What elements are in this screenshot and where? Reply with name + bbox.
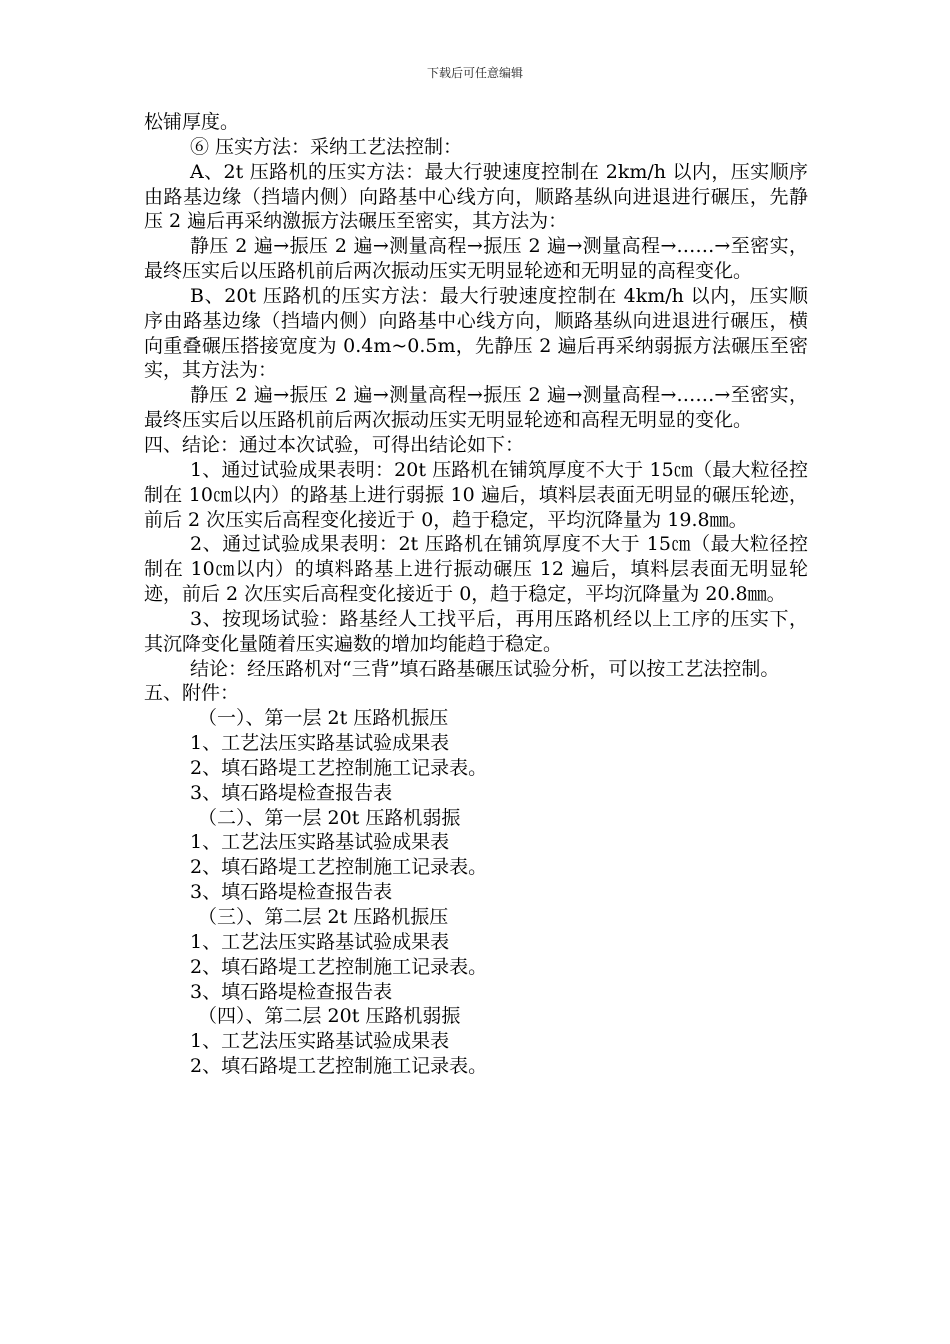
attachment-item: 1、工艺法压实路基试验成果表	[190, 732, 450, 755]
paragraph: 3、按现场试验：路基经人工找平后，再用压路机经以上工序的压实下，其沉降变化量随着压实遍数的增加均能趋于稳定。	[144, 607, 808, 655]
attachment-item: 2、填石路堤工艺控制施工记录表。	[190, 856, 488, 879]
paragraph: B、20t 压路机的压实方法：最大行驶速度控制在 4km/h 以内，压实顺序由路基边缘（挡墙内侧）向路基中心线方向，顺路基纵向进退进行碾压，横向重叠碾压搭接宽度为 0.4m~0.5m，先静压 2 遍后再采纳弱振方法碾压至密实，其方法为：	[144, 284, 808, 382]
attachment-item: 2、填石路堤工艺控制施工记录表。	[190, 756, 488, 779]
paragraph: A、2t 压路机的压实方法：最大行驶速度控制在 2km/h 以内，压实顺序由路基边缘（挡墙内侧）向路基中心线方向，顺路基纵向进退进行碾压，先静压 2 遍后再采纳激振方法碾压至密实，其方法为：	[144, 160, 808, 233]
paragraph: 松铺厚度。	[144, 111, 240, 133]
attachment-item: 3、填石路堤检查报告表	[190, 980, 393, 1003]
attachment-group-title: （二）、第一层 20t 压路机弱振	[198, 806, 461, 829]
attachment-group-title: （四）、第二层 20t 压路机弱振	[198, 1005, 461, 1028]
paragraph: 结论：经压路机对“三背”填石路基碾压试验分析，可以按工艺法控制。	[190, 657, 780, 680]
document-body	[144, 110, 808, 1079]
paragraph: 2、通过试验成果表明：2t 压路机在铺筑厚度不大于 15㎝（最大粒径控制在 10㎝以内）的填料路基上进行振动碾压 12 遍后，填料层表面无明显轮迹，前后 2 次压实后高程变化接近于 0，趋于稳定，平均沉降量为 20.8㎜。	[144, 533, 808, 606]
attachment-item: 1、工艺法压实路基试验成果表	[190, 831, 450, 854]
attachment-item: 3、填石路堤检查报告表	[190, 881, 393, 904]
page-header: 下载后可任意编辑	[426, 66, 523, 80]
section-heading: 四、结论：通过本次试验，可得出结论如下：	[144, 433, 525, 456]
attachment-item: 2、填石路堤工艺控制施工记录表。	[190, 1055, 488, 1078]
attachment-item: 2、填石路堤工艺控制施工记录表。	[190, 955, 488, 978]
paragraph: 静压 2 遍→振压 2 遍→测量高程→振压 2 遍→测量高程→……→至密实，最终压实后以压路机前后两次振动压实无明显轮迹和无明显的高程变化。	[144, 235, 808, 283]
attachment-group-title: （三）、第二层 2t 压路机振压	[198, 906, 449, 928]
section-heading: 五、附件：	[144, 682, 240, 705]
attachment-item: 1、工艺法压实路基试验成果表	[190, 930, 450, 953]
attachment-item: 3、填石路堤检查报告表	[190, 781, 393, 804]
paragraph: 静压 2 遍→振压 2 遍→测量高程→振压 2 遍→测量高程→……→至密实，最终压实后以压路机前后两次振动压实无明显轮迹和高程无明显的变化。	[144, 384, 808, 432]
attachment-group-title: （一）、第一层 2t 压路机振压	[198, 707, 449, 730]
paragraph: ⑥ 压实方法：采纳工艺法控制：	[190, 135, 463, 158]
attachment-item: 1、工艺法压实路基试验成果表	[190, 1030, 450, 1053]
paragraph: 1、通过试验成果表明：20t 压路机在铺筑厚度不大于 15㎝（最大粒径控制在 10㎝以内）的路基上进行弱振 10 遍后，填料层表面无明显的碾压轮迹，前后 2 次压实后高程变化接近于 0，趋于稳定，平均沉降量为 19.8㎜。	[144, 458, 808, 531]
